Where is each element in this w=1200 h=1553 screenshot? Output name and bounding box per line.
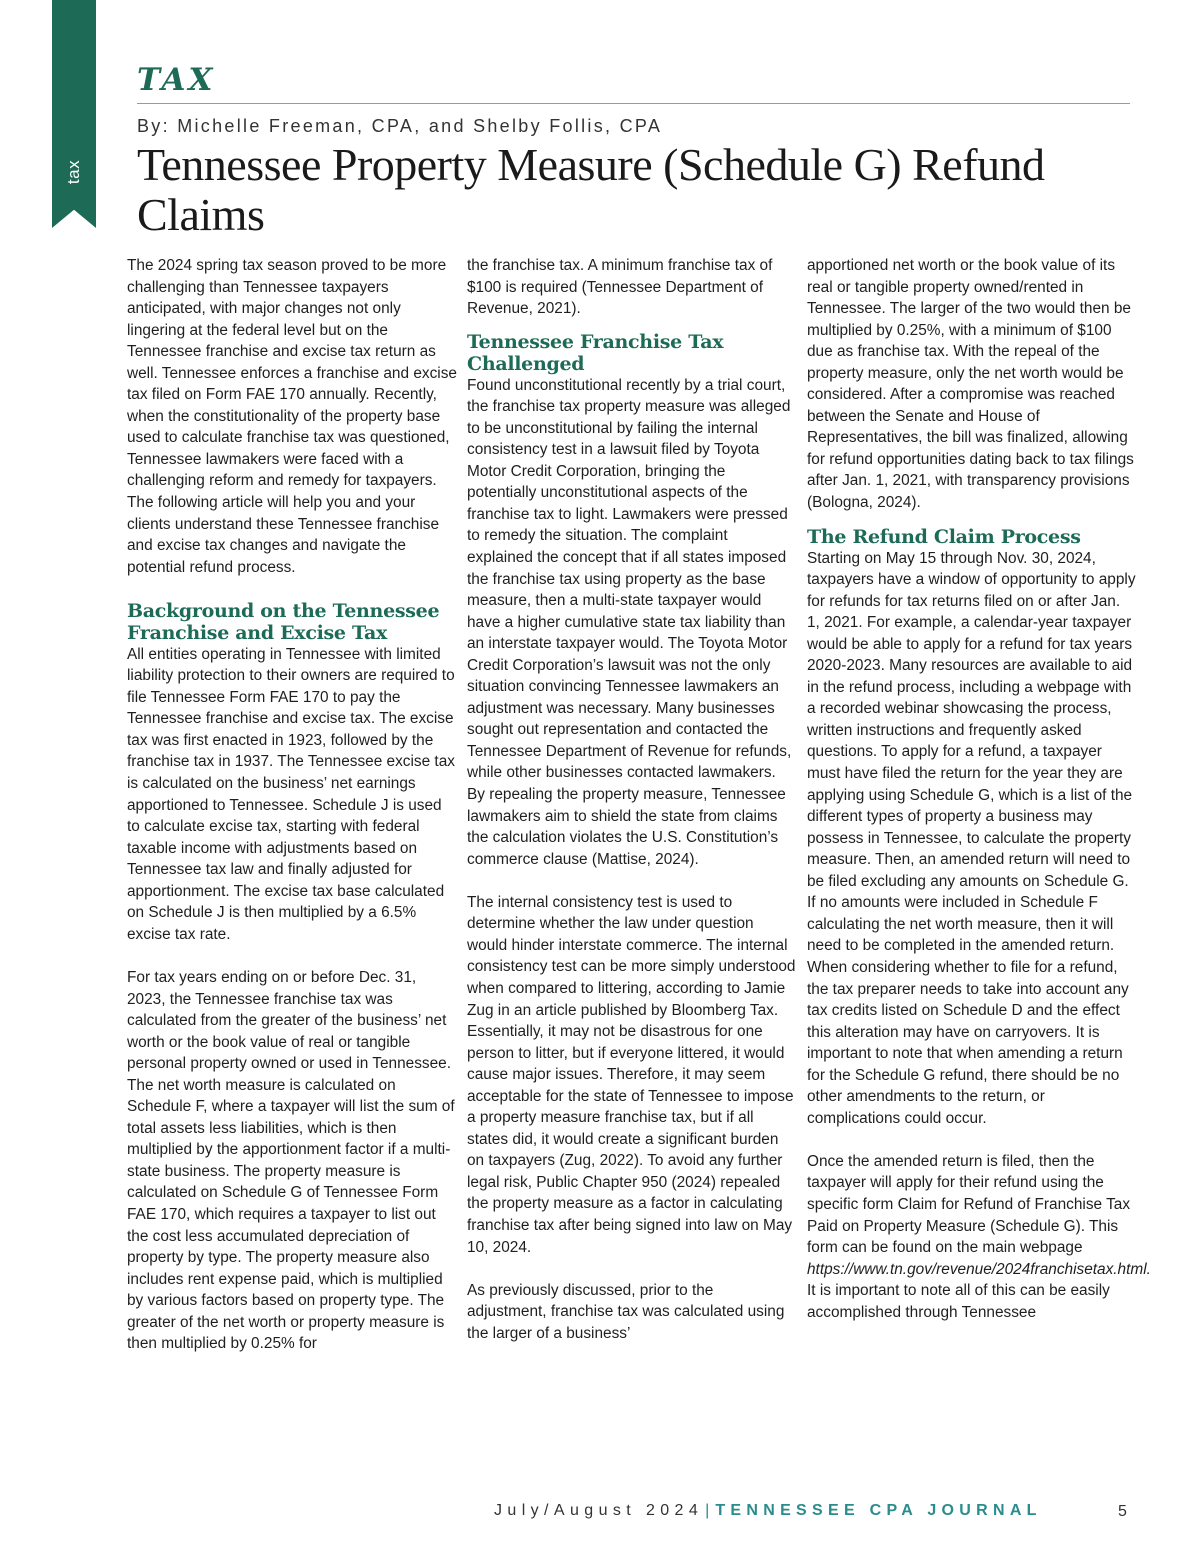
column-3 bbox=[807, 255, 1151, 1323]
article-title: Tennessee Property Measure (Schedule G) Refund Claims bbox=[137, 139, 1045, 240]
paragraph-refund-2-closing: It is important to note all of this can be easily accomplished through Tennessee bbox=[807, 1282, 1110, 1321]
paragraph-column3-continued: apportioned net worth or the book value of its real or tangible property owned/rented in Tennessee. The larger of the two would then be multiplied by 0.25%, with a minimum of $100 due as franchise tax. With the repeal of the property measure, only the net worth would be considered. After a compromise was reached between the Senate and House of Representatives, the bill was finalized, allowing for refund opportunities dating back to tax filings after Jan. 1, 2021, with transparency provisions (Bologna, 2024). bbox=[807, 257, 1134, 512]
section-tab-label: tax bbox=[64, 159, 83, 185]
paragraph-challenged-1: Found unconstitutional recently by a trial court, the franchise tax property measure was alleged to be unconstitutional by failing the internal consistency test in a lawsuit filed by Toyota Motor Credit Corporation, bringing the potentially unconstitutional aspects of the franchise tax to light. Lawmakers were pressed to remedy the situation. The complaint explained the concept that if all states imposed the franchise tax using property as the base measure, then a multi-state taxpayer would have a higher cumulative state tax liability than an interstate taxpayer would. The Toyota Motor Credit Corporation’s lawsuit was not the only situation convincing Tennessee lawmakers an adjustment was necessary. Many businesses sought out representation and contacted the Tennessee Department of Revenue for refunds, while other businesses contacted lawmakers. By repealing the property measure, Tennessee lawmakers aim to shield the state from claims the calculation violates the U.S. Constitution’s commerce clause (Mattise, 2024). bbox=[467, 376, 792, 868]
section-title: TAX bbox=[137, 62, 216, 98]
heading-refund-claim-process: The Refund Claim Process bbox=[807, 525, 1081, 548]
paragraph-challenged-3: As previously discussed, prior to the adjustment, franchise tax was calculated using the larger of a business’ bbox=[467, 1281, 785, 1342]
paragraph-background-1: All entities operating in Tennessee with limited liability protection to their owners are required to file Tennessee Form FAE 170 to pay the Tennessee franchise and excise tax. The excise tax was first enacted in 1923, followed by the franchise tax in 1937. The Tennessee excise tax is calculated on the business’ net earnings apportioned to Tennessee. Schedule J is used to calculate excise tax, starting with federal taxable income with adjustments based on Tennessee tax law and finally adjusted for apportionment. The excise tax base calculated on Schedule J is then multiplied by a 6.5% excise tax rate. bbox=[127, 645, 455, 943]
header-divider bbox=[137, 103, 1130, 104]
column-1 bbox=[127, 255, 457, 1355]
refund-webpage-link[interactable]: https://www.tn.gov/revenue/2024franchisetax.html. bbox=[807, 1260, 1151, 1278]
journal-name: TENNESSEE CPA JOURNAL bbox=[715, 1502, 1042, 1519]
paragraph-challenged-2: The internal consistency test is used to determine whether the law under question would hinder interstate commerce. The internal consistency test can be more simply understood when compared to littering, according to Jamie Zug in an article published by Bloomberg Tax. Essentially, it may not be disastrous for one person to litter, but if everyone littered, it would cause major issues. Therefore, it may seem acceptable for the state of Tennessee to impose a property measure franchise tax, but if all states did, it would create a significant burden on taxpayers (Zug, 2022). To avoid any further legal risk, Public Chapter 950 (2024) repealed the property measure as a factor in calculating franchise tax after being signed into law on May 10, 2024. bbox=[467, 893, 796, 1256]
heading-background: Background on the Tennessee Franchise and Excise Tax bbox=[127, 599, 440, 644]
column-2 bbox=[467, 255, 797, 1344]
heading-franchise-tax-challenged: Tennessee Franchise Tax Challenged bbox=[467, 330, 724, 375]
footer-separator: | bbox=[705, 1502, 710, 1519]
paragraph-refund-1: Starting on May 15 through Nov. 30, 2024, taxpayers have a window of opportunity to apply for refunds for tax returns filed on or after Jan. 1, 2021. For example, a calendar-year taxpayer would be able to apply for a refund for tax years 2020-2023. Many resources are available to aid in the refund process, including a webpage with a recorded webinar showcasing the process, written instructions and frequently asked questions. To apply for a refund, a taxpayer must have filed the return for the year they are applying using Schedule G, which is a list of the different types of property a business may possess in Tennessee, to calculate the property measure. Then, an amended return will need to be filed excluding any amounts on Schedule G. If no amounts were included in Schedule F calculating the net worth measure, then it will need to be completed in the amended return. When considering whether to file for a refund, the tax preparer needs to take into account any tax credits listed on Schedule D and the effect this alteration may have on carryovers. It is important to note that when amending a return for the Schedule G refund, there should be no other amendments to the return, or complications could occur. bbox=[807, 549, 1136, 1127]
issue-date: July/August 2024 bbox=[494, 1502, 704, 1519]
paragraph-intro: The 2024 spring tax season proved to be more challenging than Tennessee taxpayers anticipated, with major changes not only lingering at the federal level but on the Tennessee franchise and excise tax return as well. Tennessee enforces a franchise and excise tax filed on Form FAE 170 annually. Recently, when the constitutionality of the property base used to calculate franchise tax was questioned, Tennessee lawmakers were faced with a challenging reform and remedy for taxpayers. The following article will help you and your clients understand these Tennessee franchise and excise tax changes and navigate the potential refund process. bbox=[127, 257, 457, 576]
page-footer bbox=[494, 1502, 1042, 1520]
byline: By: Michelle Freeman, CPA, and Shelby Follis, CPA bbox=[137, 116, 663, 136]
paragraph-background-2: For tax years ending on or before Dec. 31, 2023, the Tennessee franchise tax was calculated from the greater of the business’ net worth or the book value of real or tangible personal property owned or used in Tennessee. The net worth measure is calculated on Schedule F, where a taxpayer will list the sum of total assets less liabilities, which is then multiplied by the apportionment factor if a multi-state business. The property measure is calculated on Schedule G of Tennessee Form FAE 170, which requires a taxpayer to list out the cost less accumulated depreciation of property by type. The property measure also includes rent expense paid, which is multiplied by various factors based on property type. The greater of the net worth or property measure is then multiplied by 0.25% for bbox=[127, 968, 455, 1353]
paragraph-refund-2 bbox=[807, 1151, 1151, 1323]
paragraph-refund-2-text: Once the amended return is filed, then the taxpayer will apply for their refund using the specific form Claim for Refund of Franchise Tax Paid on Property Measure (Schedule G). This form can be found on the main webpage bbox=[807, 1152, 1131, 1257]
paragraph-column2-continued: the franchise tax. A minimum franchise tax of $100 is required (Tennessee Department of Revenue, 2021). bbox=[467, 257, 773, 318]
page-number: 5 bbox=[1118, 1503, 1127, 1520]
